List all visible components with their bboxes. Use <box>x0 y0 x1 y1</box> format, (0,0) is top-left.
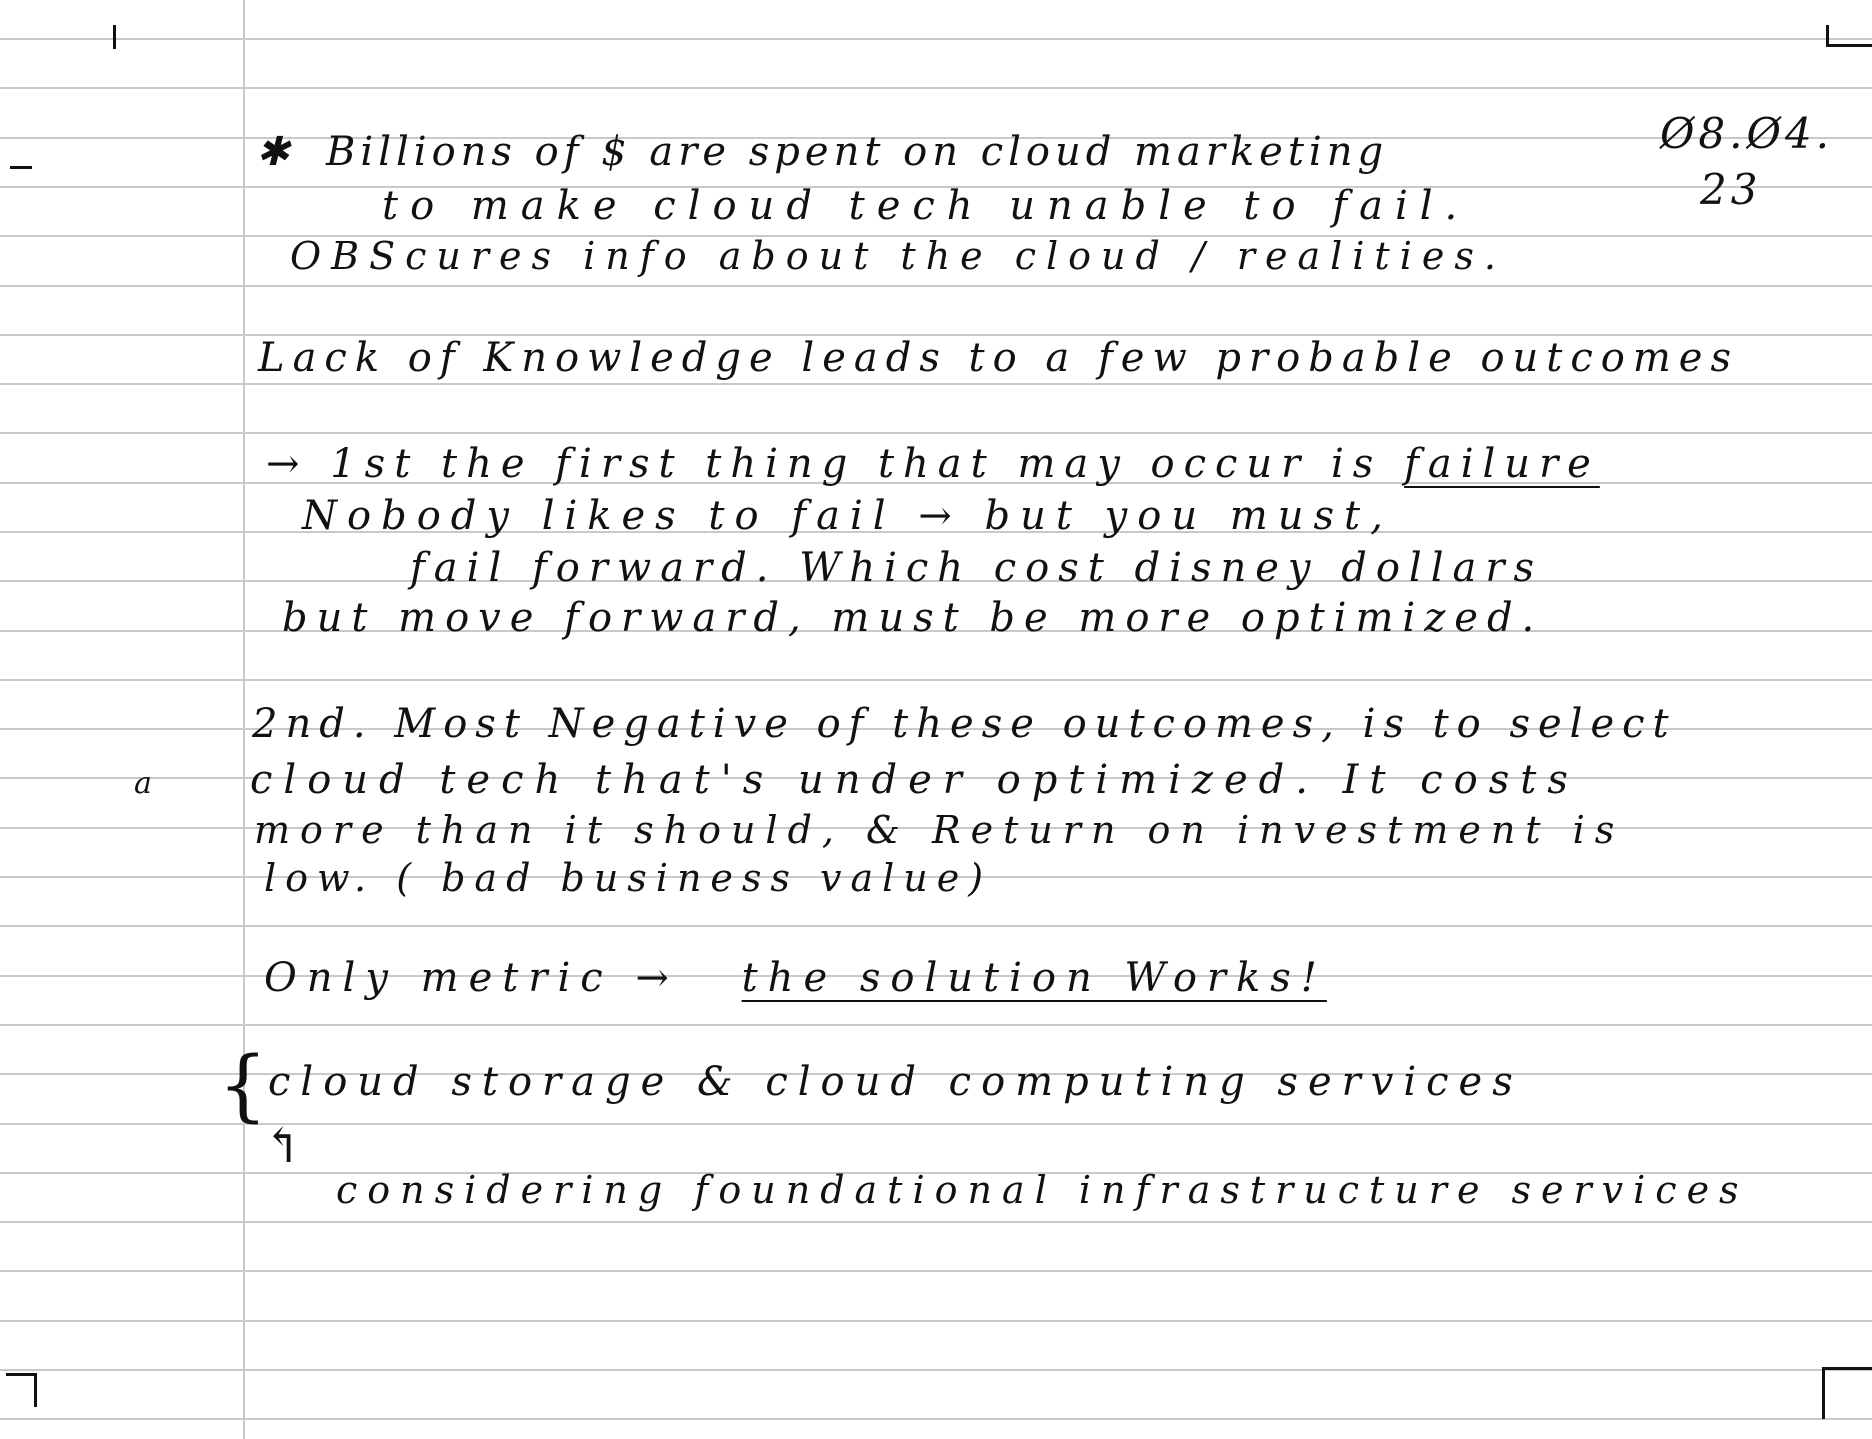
curl-arrow: ↰ <box>262 1118 303 1174</box>
note-line-13-text: Only metric → <box>264 955 679 1001</box>
note-line-3: OBScures info about the cloud / realities. <box>290 234 1506 278</box>
note-line-1: Billions of $ are spent on cloud marketing <box>326 129 1389 175</box>
note-line-10: cloud tech that's under optimized. It costs <box>250 757 1579 803</box>
note-line-4: Lack of Knowledge leads to a few probable outcomes <box>258 335 1739 381</box>
note-line-6: Nobody likes to fail → but you must, <box>302 493 1393 539</box>
solution-works-underlined: the solution Works! <box>741 955 1327 1001</box>
crop-mark-top-left <box>113 25 116 49</box>
curly-brace: { <box>218 1041 268 1131</box>
bullet-star: ✱ <box>256 129 294 175</box>
crop-mark-top-right-h <box>1826 44 1872 47</box>
failure-underlined: failure <box>1404 441 1600 487</box>
note-line-7: fail forward. Which cost disney dollars <box>410 545 1543 591</box>
note-line-5 <box>266 442 1600 486</box>
note-line-12: low. ( bad business value) <box>264 856 993 900</box>
crop-mark-bottom-right-h <box>1822 1367 1872 1370</box>
crop-mark-bottom-right-v <box>1822 1367 1825 1419</box>
note-line-15: considering foundational infrastructure services <box>336 1168 1749 1212</box>
note-line-9: 2nd. Most Negative of these outcomes, is to select <box>252 701 1677 747</box>
margin-letter: a <box>134 766 152 801</box>
crop-mark-bottom-left-h <box>6 1373 36 1376</box>
note-line-13 <box>264 956 1327 1000</box>
note-line-14: cloud storage & cloud computing services <box>268 1059 1523 1105</box>
crop-mark-left-dash <box>10 166 32 169</box>
note-line-2: to make cloud tech unable to fail. <box>382 183 1470 229</box>
note-line-11: more than it should, & Return on investment is <box>254 808 1625 852</box>
note-line-5-text: → 1st the first thing that may occur is <box>266 441 1383 487</box>
crop-mark-bottom-left-v <box>34 1373 37 1407</box>
note-line-8: but move forward, must be more optimized. <box>282 595 1544 641</box>
note-date: Ø8.Ø4. <box>1660 109 1834 158</box>
note-date-year: 23 <box>1700 165 1762 214</box>
